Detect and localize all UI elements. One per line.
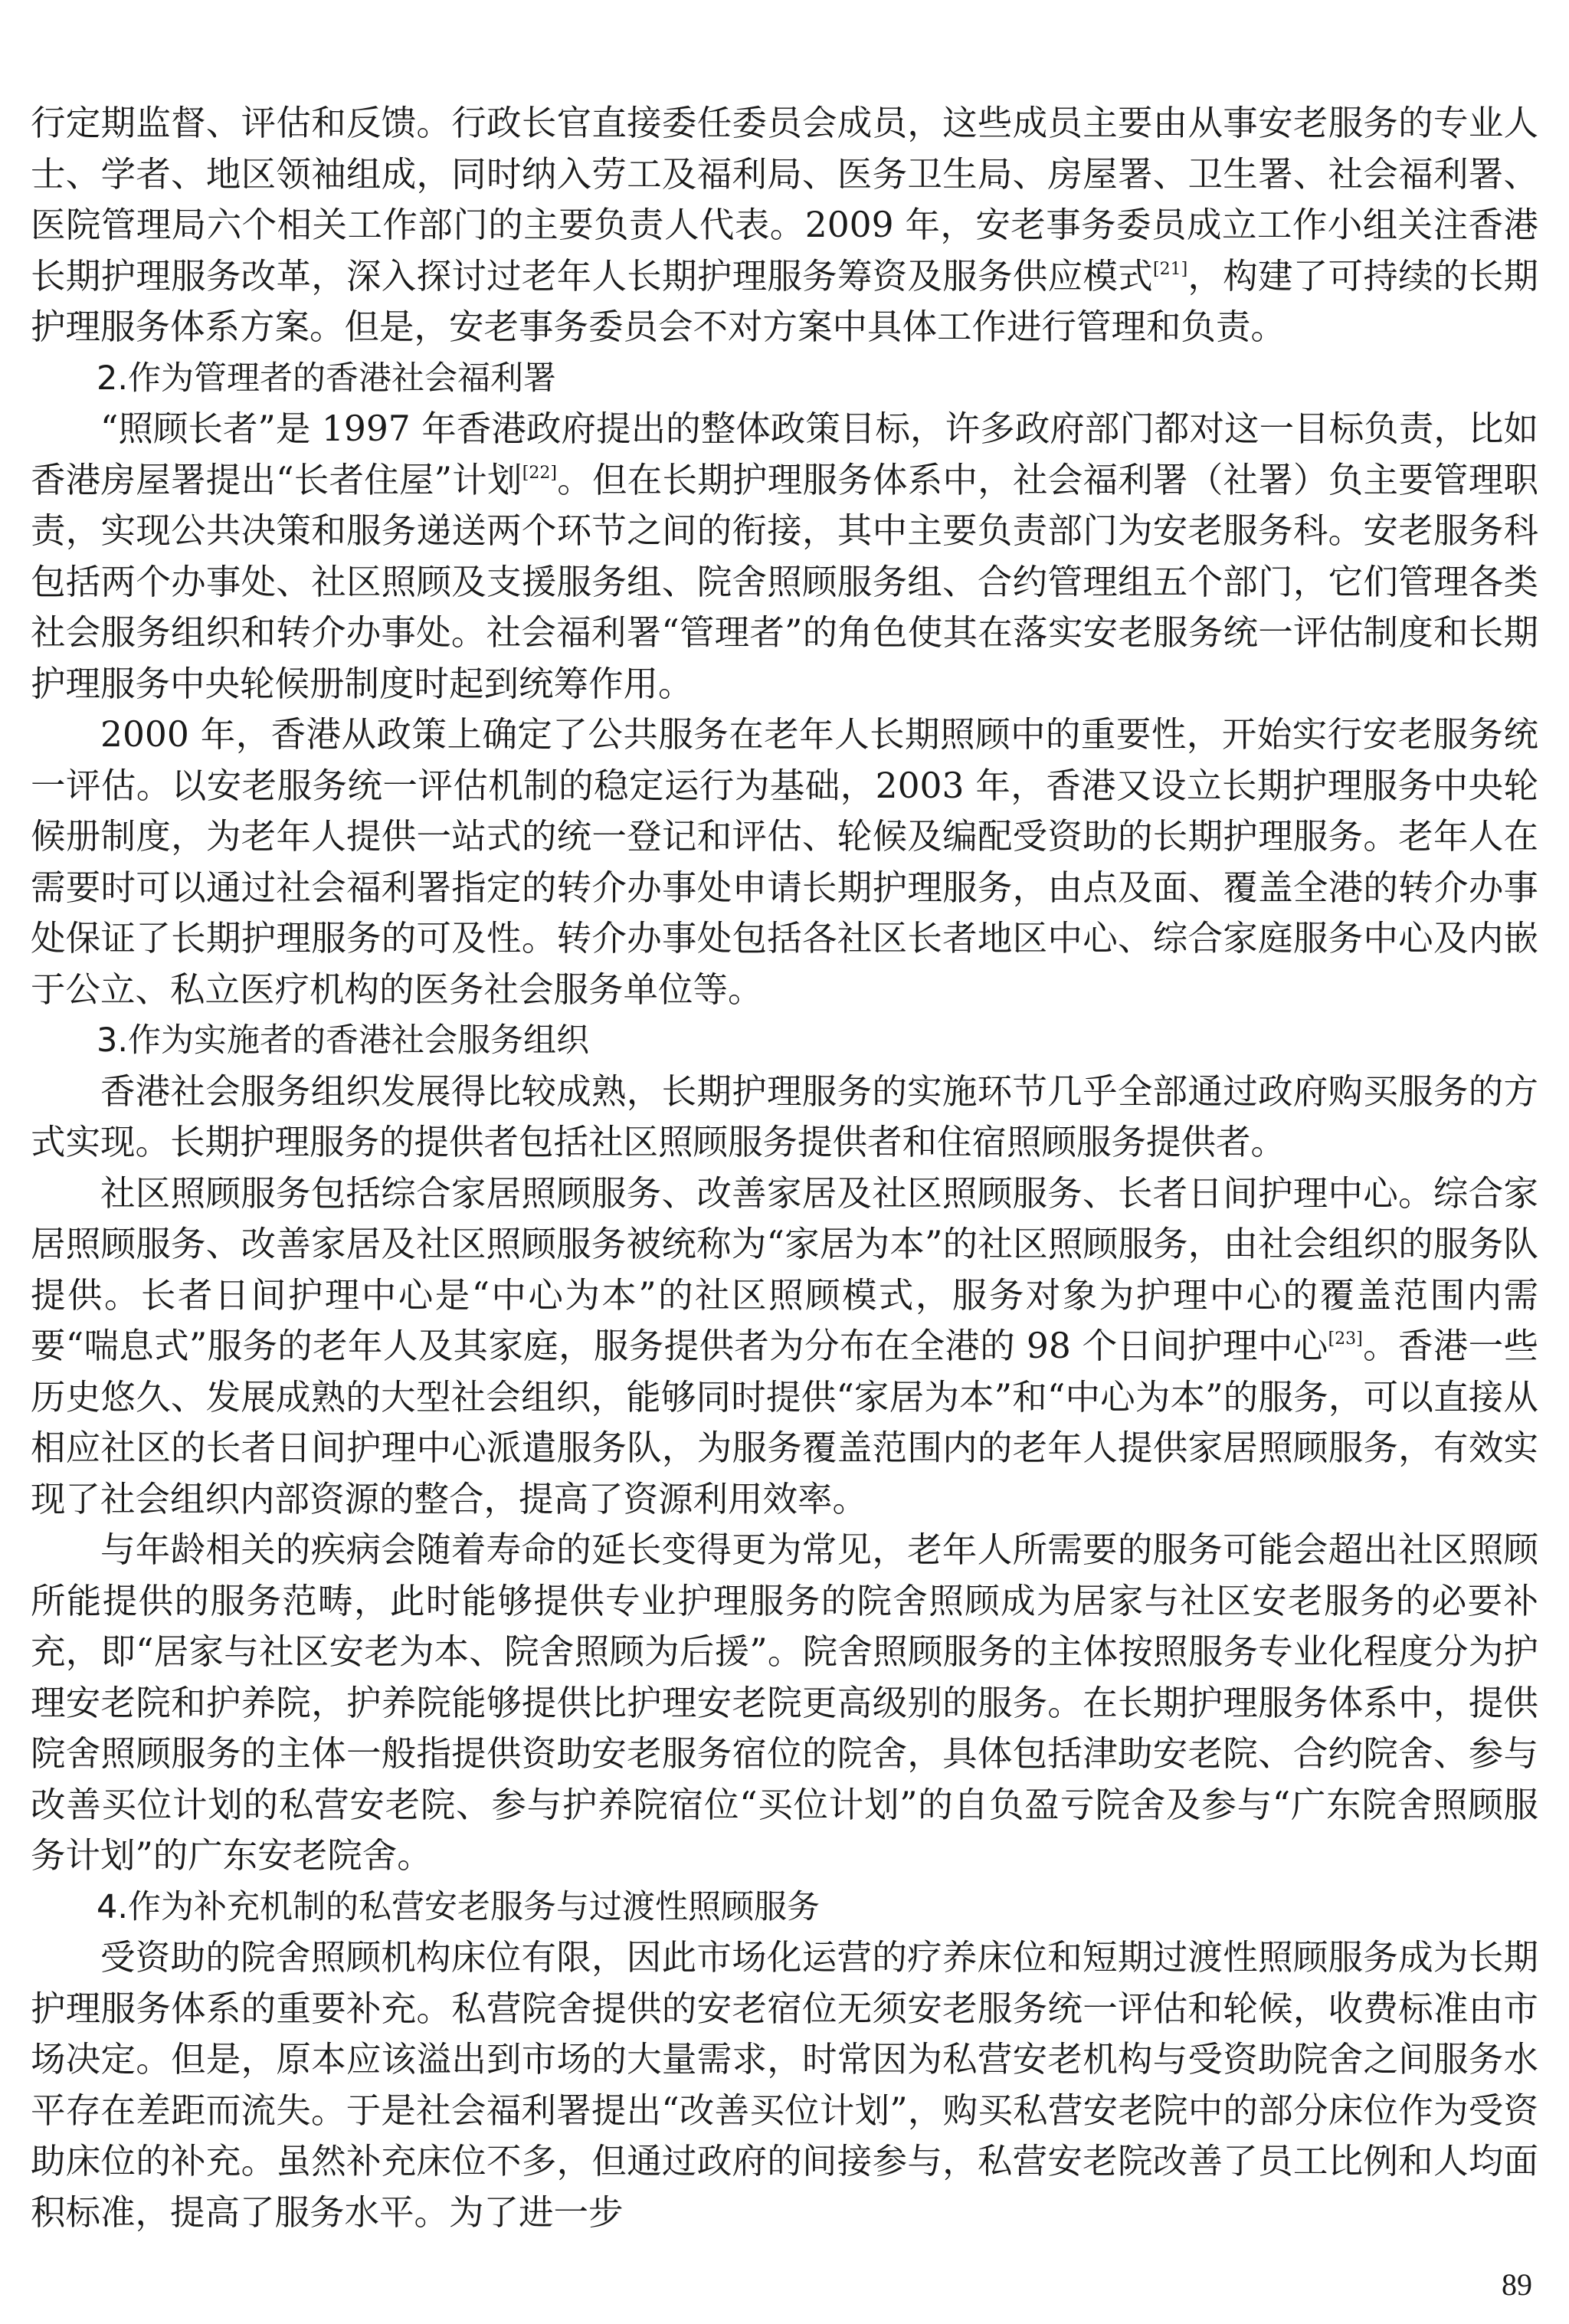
text-run: ，构建了可持续的长期护理服务体系方案。但是，安老事务委员会不对方案中具体工作进行管理和负责。 xyxy=(31,255,1538,347)
text-run: 4.作为补充机制的私营安老服务与过渡性照顾服务 xyxy=(97,1887,821,1926)
text-run: 2000 年，香港从政策上确定了公共服务在老年人长期照顾中的重要性，开始实行安老服务统一评估。以安老服务统一评估机制的稳定运行为基础，2003 年，香港又设立长期护理服务中央轮候册制度，为老年人提供一站式的统一登记和评估、轮候及编配受资助的长期护理服务。老年人在需要时可以通过社会福利署指定的转介办事处申请长期护理服务，由点及面、覆盖全港的转介办事处保证了长期护理服务的可及性。转介办事处包括各社区长者地区中心、综合家庭服务中心及内嵌于公立、私立医疗机构的医务社会服务单位等。 xyxy=(31,714,1538,1010)
section-heading xyxy=(31,1882,1538,1933)
citation-marker: [21] xyxy=(1153,259,1188,279)
text-run: 与年龄相关的疾病会随着寿命的延长变得更为常见，老年人所需要的服务可能会超出社区照顾所能提供的服务范畴，此时能够提供专业护理服务的院舍照顾成为居家与社区安老服务的必要补充，即“居家与社区安老为本、院舍照顾为后援”。院舍照顾服务的主体按照服务专业化程度分为护理安老院和护养院，护养院能够提供比护理安老院更高级别的服务。在长期护理服务体系中，提供院舍照顾服务的主体一般指提供资助安老服务宿位的院舍，具体包括津助安老院、合约院舍、参与改善买位计划的私营安老院、参与护养院宿位“买位计划”的自负盈亏院舍及参与“广东院舍照顾服务计划”的广东安老院舍。 xyxy=(31,1529,1538,1876)
section-heading xyxy=(31,1015,1538,1067)
citation-marker: [23] xyxy=(1328,1329,1363,1349)
text-run: 行定期监督、评估和反馈。行政长官直接委任委员会成员，这些成员主要由从事安老服务的专业人士、学者、地区领袖组成，同时纳入劳工及福利局、医务卫生局、房屋署、卫生署、社会福利署、医院管理局六个相关工作部门的主要负责人代表。2009 年，安老事务委员成立工作小组关注香港长期护理服务改革，深入探讨过老年人长期护理服务筹资及服务供应模式 xyxy=(31,103,1538,297)
text-run: 香港社会服务组织发展得比较成熟，长期护理服务的实施环节几乎全部通过政府购买服务的方式实现。长期护理服务的提供者包括社区照顾服务提供者和住宿照顾服务提供者。 xyxy=(31,1070,1538,1162)
text-run: 3.作为实施者的香港社会服务组织 xyxy=(97,1021,590,1060)
body-paragraph xyxy=(31,1932,1538,2238)
body-paragraph xyxy=(31,404,1538,710)
page-number: 89 xyxy=(1502,2267,1532,2302)
body-paragraph xyxy=(31,1169,1538,1526)
text-run: 。但在长期护理服务体系中，社会福利署（社署）负主要管理职责，实现公共决策和服务递送两个环节之间的衔接，其中主要负责部门为安老服务科。安老服务科包括两个办事处、社区照顾及支援服务组、院舍照顾服务组、合约管理组五个部门，它们管理各类社会服务组织和转介办事处。社会福利署“管理者”的角色使其在落实安老服务统一评估制度和长期护理服务中央轮候册制度时起到统筹作用。 xyxy=(31,459,1538,704)
body-paragraph xyxy=(31,1525,1538,1882)
text-run: 2.作为管理者的香港社会福利署 xyxy=(97,359,557,398)
body-paragraph xyxy=(31,98,1538,353)
text-run: 受资助的院舍照顾机构床位有限，因此市场化运营的疗养床位和短期过渡性照顾服务成为长期护理服务体系的重要补充。私营院舍提供的安老宿位无须安老服务统一评估和轮候，收费标准由市场决定。但是，原本应该溢出到市场的大量需求，时常因为私营安老机构与受资助院舍之间服务水平存在差距而流失。于是社会福利署提出“改善买位计划”，购买私营安老院中的部分床位作为受资助床位的补充。虽然补充床位不多，但通过政府的间接参与，私营安老院改善了员工比例和人均面积标准，提高了服务水平。为了进一步 xyxy=(31,1937,1538,2233)
body-paragraph xyxy=(31,1067,1538,1169)
citation-marker: [22] xyxy=(522,463,557,483)
body-paragraph xyxy=(31,710,1538,1015)
text-run: 。香港一些历史悠久、发展成熟的大型社会组织，能够同时提供“家居为本”和“中心为本”的服务，可以直接从相应社区的长者日间护理中心派遣服务队，为服务覆盖范围内的老年人提供家居照顾服务，有效实现了社会组织内部资源的整合，提高了资源利用效率。 xyxy=(31,1326,1538,1519)
page-body xyxy=(31,98,1538,2238)
text-run: 社区照顾服务包括综合家居照顾服务、改善家居及社区照顾服务、长者日间护理中心。综合家居照顾服务、改善家居及社区照顾服务被统称为“家居为本”的社区照顾服务，由社会组织的服务队提供。长者日间护理中心是“中心为本”的社区照顾模式，服务对象为护理中心的覆盖范围内需要“喘息式”服务的老年人及其家庭，服务提供者为分布在全港的 98 个日间护理中心 xyxy=(31,1172,1538,1366)
text-run: “照顾长者”是 1997 年香港政府提出的整体政策目标，许多政府部门都对这一目标负责，比如香港房屋署提出“长者住屋”计划 xyxy=(31,408,1538,500)
section-heading xyxy=(31,353,1538,405)
